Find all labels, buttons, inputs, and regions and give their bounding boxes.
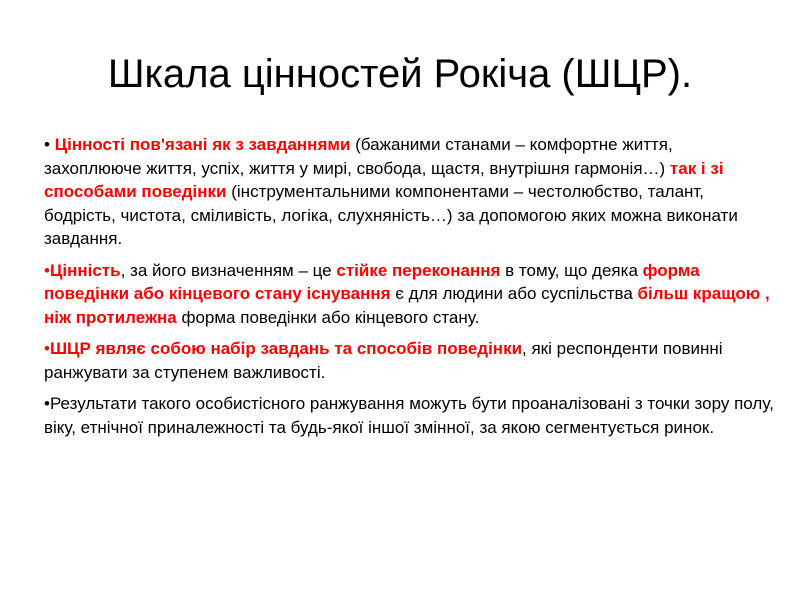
body-text: , які респонденти повинні ранжувати за ступенем важливості. — [44, 339, 723, 382]
highlight-text: стійке переконання — [336, 260, 501, 280]
highlight-text: так і зі способами поведінки — [44, 158, 724, 201]
paragraph-values-definition — [44, 133, 774, 251]
highlight-text: Цінності пов'язані як з завданнями — [54, 135, 351, 154]
highlight-text: форма поведінки або кінцевого стану існування — [44, 260, 700, 303]
body-text: форма поведінки або кінцевого стану. — [176, 307, 480, 327]
body-text: , за його визначенням – це — [120, 260, 337, 280]
body-text: Результати такого особистісного ранжування можуть бути проаналізовані з точки зору полу, віку, етнічної приналежності та будь-якої іншої змінної, за якою сегментується ринок. — [44, 394, 774, 437]
paragraph-scale-description — [44, 337, 774, 384]
paragraph-ranking-results — [44, 392, 774, 439]
body-text: є для людини або суспільства — [390, 284, 638, 303]
body-text: (бажаними станами – комфортне життя, захоплююче життя, успіх, життя у мирі, свобода, щастя, внутрішня гармонія…) — [44, 135, 673, 178]
body-text: (інструментальними компонентами – честолюбство, талант, бодрість, чистота, сміливість, логіка, слухняність…) за допомогою яких можна виконати завдання. — [44, 182, 738, 248]
slide-title: Шкала цінностей Рокіча (ШЦР). — [107, 52, 693, 96]
highlight-text: Цінність — [49, 260, 121, 280]
paragraph-value-concept — [44, 259, 774, 330]
bullet: • — [44, 260, 50, 280]
bullet: • — [44, 339, 50, 358]
highlight-text: ШЦР являє собою набір завдань та способів поведінки — [49, 339, 523, 358]
bullet: • — [44, 135, 55, 154]
bullet: • — [44, 394, 50, 413]
body-text: в тому, що деяка — [500, 260, 643, 280]
slide-body — [44, 133, 774, 447]
highlight-text: більш кращою , ніж протилежна — [44, 284, 770, 327]
